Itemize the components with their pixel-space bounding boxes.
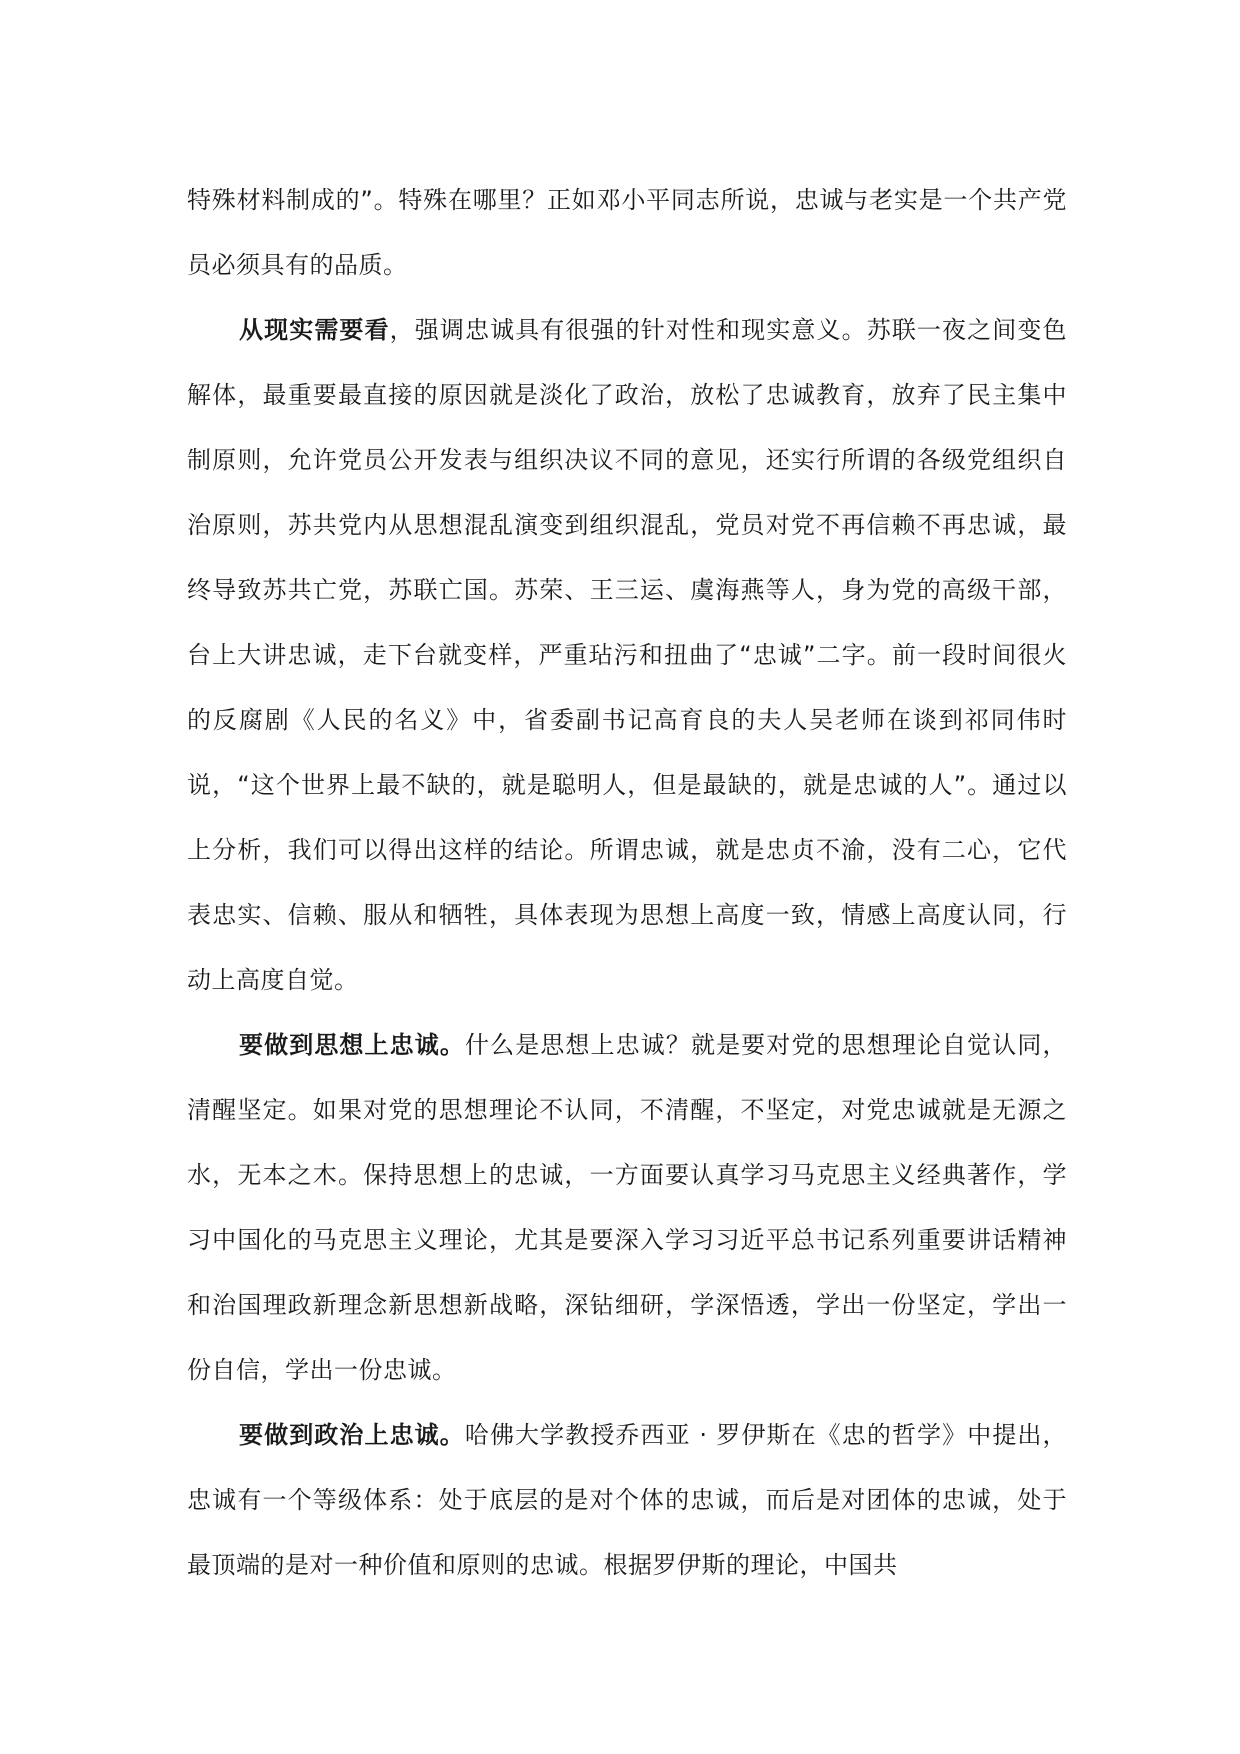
paragraph-text: 哈佛大学教授乔西亚 · 罗伊斯在《忠的哲学》中提出，忠诚有一个等级体系：处于底层的是对个体的忠诚，而后是对团体的忠诚，处于最顶端的是对一种价值和原则的忠诚。根据罗伊斯的理论，中国共 (187, 1421, 1068, 1579)
paragraph-text: ，强调忠诚具有很强的针对性和现实意义。苏联一夜之间变色解体，最重要最直接的原因就是淡化了政治，放松了忠诚教育，放弃了民主集中制原则，允许党员公开发表与组织决议不同的意见，还实行所谓的各级党组织自治原则，苏共党内从思想混乱演变到组织混乱，党员对党不再信赖不再忠诚，最终导致苏共亡党，苏联亡国。苏荣、王三运、虞海燕等人，身为党的高级干部，台上大讲忠诚，走下台就变样，严重玷污和扭曲了“忠诚”二字。前一段时间很火的反腐剧《人民的名义》中，省委副书记高育良的夫人吴老师在谈到祁同伟时说，“这个世界上最不缺的，就是聪明人，但是最缺的，就是忠诚的人”。通过以上分析，我们可以得出这样的结论。所谓忠诚，就是忠贞不渝，没有二心，它代表忠实、信赖、服从和牺牲，具体表现为思想上高度一致，情感上高度认同，行动上高度自觉。 (187, 316, 1067, 994)
paragraph-text: 特殊材料制成的”。特殊在哪里？正如邓小平同志所说，忠诚与老实是一个共产党员必须具有的品质。 (187, 186, 1067, 279)
paragraph-lead: 从现实需要看 (239, 316, 390, 344)
paragraph-lead: 要做到政治上忠诚。 (239, 1421, 465, 1449)
paragraph-4 (187, 1403, 1067, 1598)
paragraph-lead: 要做到思想上忠诚。 (239, 1031, 465, 1059)
paragraph-3 (187, 1013, 1067, 1403)
paragraph-1 (187, 168, 1067, 298)
document-body (187, 168, 1067, 1598)
paragraph-2 (187, 298, 1067, 1013)
paragraph-text: 什么是思想上忠诚？就是要对党的思想理论自觉认同，清醒坚定。如果对党的思想理论不认同，不清醒，不坚定，对党忠诚就是无源之水，无本之木。保持思想上的忠诚，一方面要认真学习马克思主义经典著作，学习中国化的马克思主义理论，尤其是要深入学习习近平总书记系列重要讲话精神和治国理政新理念新思想新战略，深钻细研，学深悟透，学出一份坚定，学出一份自信，学出一份忠诚。 (187, 1031, 1067, 1384)
